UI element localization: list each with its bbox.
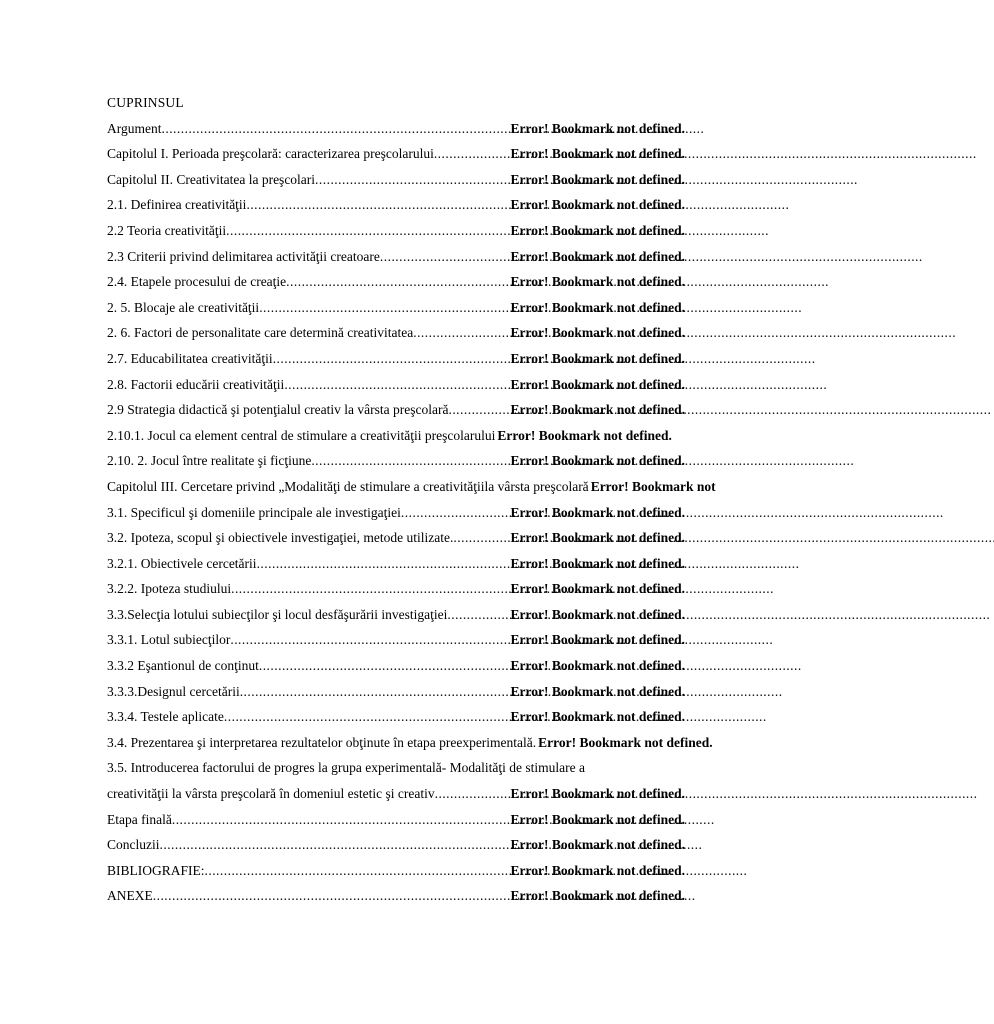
toc-entry-label: 2.7. Educabilitatea creativităţii	[107, 350, 273, 366]
toc-entry-ref: Error! Bookmark not defined.	[510, 786, 685, 802]
toc-entry-label: 2. 5. Blocaje ale creativităţii	[107, 299, 260, 315]
toc-entry[interactable]	[107, 423, 768, 449]
toc-entry-label: Concluzii	[107, 837, 160, 853]
toc-entry-ref: Error! Bookmark not defined.	[510, 274, 685, 290]
dot-leader	[205, 858, 509, 884]
toc-entry-label: 2.9 Strategia didactică şi potenţialul creativ la vârsta preşcolară	[107, 402, 449, 418]
dot-leader	[257, 551, 509, 577]
toc-entry[interactable]	[107, 602, 768, 628]
toc-entry[interactable]	[107, 397, 768, 423]
toc-entry-ref: Error! Bookmark not defined.	[510, 453, 685, 469]
toc-entry-label: 2. 6. Factori de personalitate care determină creativitatea	[107, 325, 414, 341]
dot-leader	[224, 704, 509, 730]
toc-entry[interactable]	[107, 755, 768, 781]
toc-entry-label: 2.3 Criterii privind delimitarea activităţii creatoare	[107, 248, 380, 264]
toc-entry[interactable]	[107, 346, 768, 372]
dot-leader	[259, 295, 508, 321]
toc-entry-ref: Error! Bookmark not defined.	[510, 120, 685, 136]
toc-entry-ref: Error! Bookmark not defined.	[497, 427, 672, 443]
toc-entry[interactable]	[107, 448, 768, 474]
toc-entry-label: 2.10. 2. Jocul între realitate şi ficţiune	[107, 453, 312, 469]
toc-entry-ref: Error! Bookmark not defined.	[510, 146, 685, 162]
toc-entry-ref: Error! Bookmark not defined.	[510, 325, 685, 341]
dot-leader	[273, 346, 509, 372]
toc-entry-label: 3.3.4. Testele aplicate	[107, 709, 224, 725]
table-of-contents	[107, 90, 768, 909]
dot-leader	[401, 500, 509, 526]
toc-entry-ref: Error! Bookmark not defined.	[510, 632, 685, 648]
dot-leader	[226, 218, 508, 244]
toc-entry-label: 3.2.2. Ipoteza studiului	[107, 581, 232, 597]
toc-entry-ref: Error! Bookmark not defined.	[510, 376, 685, 392]
dot-leader	[230, 627, 508, 653]
toc-entry-ref: Error! Bookmark not defined.	[510, 402, 685, 418]
toc-entry[interactable]	[107, 269, 768, 295]
toc-entry-label: 3.5. Introducerea factorului de progres la grupa experimentală- Modalităţi de stimulare a	[107, 760, 585, 776]
toc-entry-ref: Error! Bookmark not defined.	[510, 811, 685, 827]
dot-leader	[448, 397, 508, 423]
dot-leader	[153, 883, 509, 909]
toc-entry[interactable]	[107, 525, 768, 551]
dot-leader	[231, 576, 508, 602]
toc-entry-ref: Error! Bookmark not defined.	[510, 862, 685, 878]
toc-entry[interactable]	[107, 781, 768, 807]
toc-entry-ref: Error! Bookmark not	[590, 478, 716, 494]
toc-entry-label: Argument	[107, 120, 162, 136]
dot-leader	[162, 116, 509, 142]
dot-leader	[259, 653, 509, 679]
toc-entry[interactable]	[107, 576, 768, 602]
toc-entry-ref: Error! Bookmark not defined.	[510, 606, 685, 622]
toc-entry-ref: Error! Bookmark not defined.	[510, 222, 685, 238]
toc-entry-ref: Error! Bookmark not defined.	[510, 658, 685, 674]
toc-entry-label: 3.3.3.Designul cercetării	[107, 683, 240, 699]
toc-entry[interactable]	[107, 192, 768, 218]
toc-entry-ref: Error! Bookmark not defined.	[510, 504, 685, 520]
toc-entry-label: creativităţii la vârsta preşcolară în domeniul estetic şi creativ	[107, 786, 435, 802]
dot-leader	[413, 320, 508, 346]
toc-entry[interactable]	[107, 807, 768, 833]
toc-entry-ref: Error! Bookmark not defined.	[510, 530, 685, 546]
dot-leader	[447, 602, 508, 628]
toc-entry-label: Capitolul III. Cercetare privind „Modalităţi de stimulare a creativităţiila vârsta preşcolară	[107, 478, 589, 494]
toc-entry[interactable]	[107, 704, 768, 730]
toc-entry[interactable]	[107, 141, 768, 167]
toc-entry-label: 2.2 Teoria creativităţii	[107, 222, 227, 238]
toc-entry-label: ANEXE	[107, 888, 153, 904]
toc-entry[interactable]	[107, 858, 768, 884]
toc-entry[interactable]	[107, 551, 768, 577]
toc-entry-ref: Error! Bookmark not defined.	[510, 197, 685, 213]
dot-leader	[160, 832, 509, 858]
dot-leader	[435, 781, 509, 807]
toc-entry[interactable]	[107, 627, 768, 653]
toc-entry[interactable]	[107, 320, 768, 346]
toc-entry-ref: Error! Bookmark not defined.	[510, 581, 685, 597]
dot-leader	[315, 167, 508, 193]
toc-entry[interactable]	[107, 679, 768, 705]
toc-entry[interactable]	[107, 295, 768, 321]
toc-entry[interactable]	[107, 244, 768, 270]
toc-entry-label: 3.1. Specificul şi domeniile principale ale investigaţiei	[107, 504, 401, 520]
toc-entry-label: 2.4. Etapele procesului de creaţie	[107, 274, 287, 290]
dot-leader	[240, 679, 509, 705]
toc-entry-ref: Error! Bookmark not defined.	[510, 837, 685, 853]
toc-entry-ref: Error! Bookmark not defined.	[510, 299, 685, 315]
toc-entry[interactable]	[107, 474, 768, 500]
toc-entry-label: 3.3.1. Lotul subiecţilor	[107, 632, 231, 648]
toc-entry[interactable]	[107, 832, 768, 858]
toc-entry-label: 3.2.1. Obiectivele cercetării	[107, 555, 257, 571]
dot-leader	[284, 372, 508, 398]
toc-entry-ref: Error! Bookmark not defined.	[510, 248, 685, 264]
toc-entry-ref: Error! Bookmark not defined.	[510, 350, 685, 366]
toc-entry[interactable]	[107, 218, 768, 244]
toc-entry-label: 2.1. Definirea creativităţii	[107, 197, 247, 213]
toc-entry-label: Capitolul II. Creativitatea la preşcolari	[107, 171, 316, 187]
toc-entry-label: Capitolul I. Perioada preşcolară: caracterizarea preşcolarului	[107, 146, 434, 162]
dot-leader	[246, 192, 508, 218]
toc-entry-ref: Error! Bookmark not defined.	[510, 709, 685, 725]
toc-entry-ref: Error! Bookmark not defined.	[510, 888, 685, 904]
toc-entry-label: BIBLIOGRAFIE:	[107, 862, 205, 878]
toc-entry-label: 3.2. Ipoteza, scopul şi obiectivele investigaţiei, metode utilizate.	[107, 530, 454, 546]
toc-entry[interactable]	[107, 883, 768, 909]
toc-entry[interactable]	[107, 116, 768, 142]
dot-leader	[286, 269, 508, 295]
dot-leader	[453, 525, 508, 551]
toc-entry-label: 3.4. Prezentarea şi interpretarea rezultatelor obţinute în etapa preexperimentală.	[107, 734, 537, 750]
toc-entry[interactable]	[107, 730, 768, 756]
toc-entry-label: 3.3.2 Eşantionul de conţinut	[107, 658, 259, 674]
toc-entry-ref: Error! Bookmark not defined.	[538, 734, 713, 750]
toc-entry[interactable]	[107, 167, 768, 193]
toc-entry-label: 3.3.Selecţia lotului subiecţilor şi locul desfăşurării investigaţiei	[107, 606, 448, 622]
toc-title: CUPRINSUL	[107, 95, 184, 110]
toc-entry-ref: Error! Bookmark not defined.	[510, 683, 685, 699]
toc-entry-ref: Error! Bookmark not defined.	[510, 171, 685, 187]
dot-leader	[434, 141, 509, 167]
toc-entry-label: 2.8. Factorii educării creativităţii	[107, 376, 285, 392]
toc-entry-ref: Error! Bookmark not defined.	[510, 555, 685, 571]
toc-entry[interactable]	[107, 372, 768, 398]
dot-leader	[380, 244, 509, 270]
toc-entry-label: Etapa finală	[107, 811, 172, 827]
toc-entry[interactable]	[107, 653, 768, 679]
dot-leader	[311, 448, 508, 474]
dot-leader	[172, 807, 509, 833]
toc-entry[interactable]	[107, 500, 768, 526]
toc-entry-label: 2.10.1. Jocul ca element central de stimulare a creativităţii preşcolarului	[107, 427, 496, 443]
